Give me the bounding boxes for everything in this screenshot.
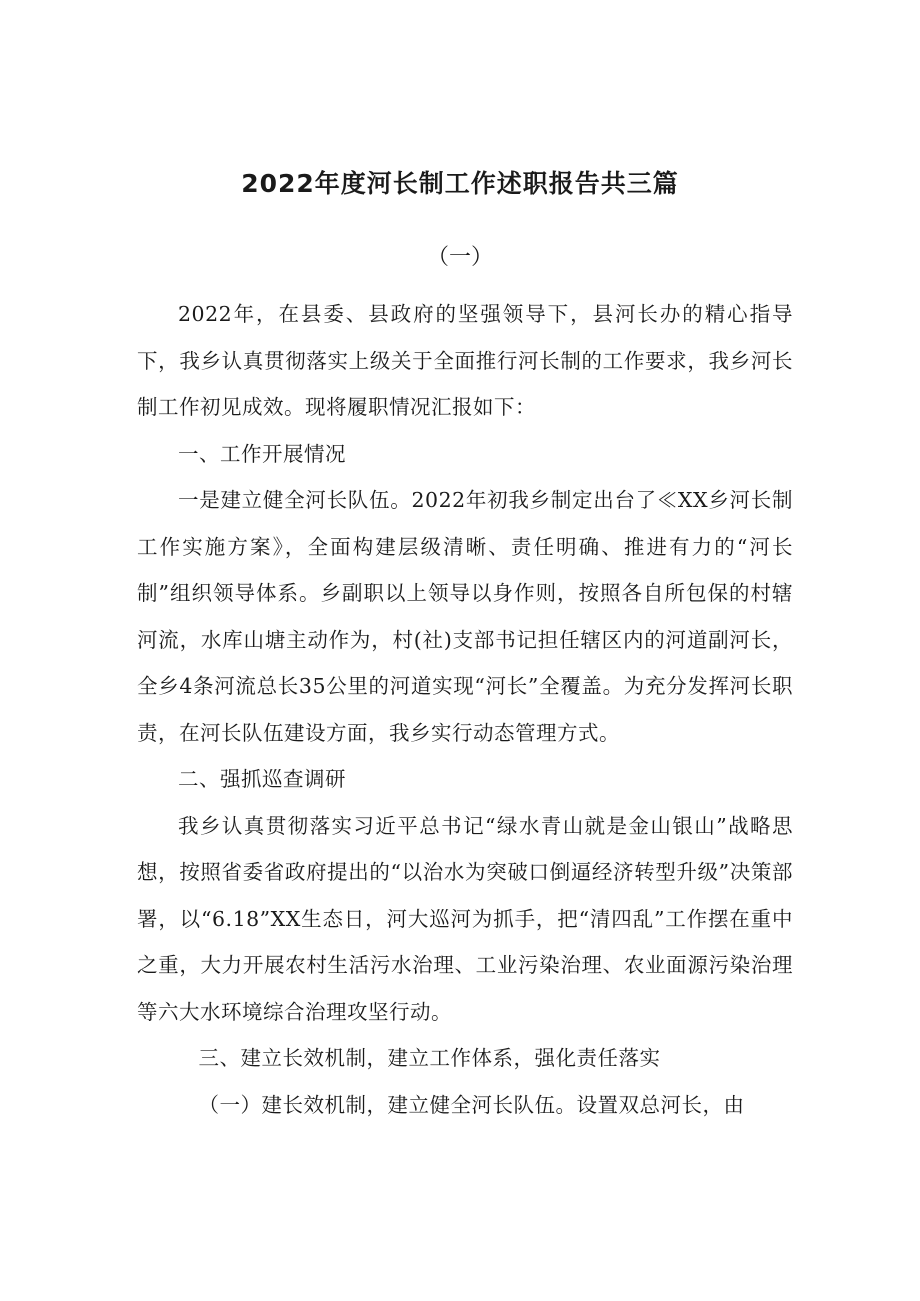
- heading-work-status: 一、工作开展情况: [178, 441, 346, 466]
- heading-long-term-mechanism: 三、建立长效机制，建立工作体系，强化责任落实: [198, 1046, 661, 1070]
- document-body: [137, 291, 793, 1128]
- heading-inspection: 二、强抓巡查调研: [178, 767, 346, 791]
- section-number: （一）: [426, 245, 493, 270]
- document-title: 2022年度河长制工作述职报告共三篇: [241, 169, 679, 198]
- paragraph-intro: 2022年，在县委、县政府的坚强领导下，县河长办的精心指导下，我乡认真贯彻落实上级关于全面推行河长制的工作要求，我乡河长制工作初见成效。现将履职情况汇报如下：: [137, 302, 793, 419]
- paragraph-inspection: 我乡认真贯彻落实习近平总书记“绿水青山就是金山银山”战略思想，按照省委省政府提出的“以治水为突破口倒逼经济转型升级”决策部署，以“6.18”XX生态日，河大巡河为抓手，把“清四乱”工作摆在重中之重，大力开展农村生活污水治理、工业污染治理、农业面源污染治理等六大水环境综合治理攻坚行动。: [137, 813, 793, 1024]
- paragraph-river-chief-team: 一是建立健全河长队伍。2022年初我乡制定出台了≪XX乡河长制工作实施方案》，全面构建层级清晰、责任明确、推进有力的“河长制”组织领导体系。乡副职以上领导以身作则，按照各自所包保的村辖河流，水库山塘主动作为，村(社)支部书记担任辖区内的河道副河长，全乡4条河流总长35公里的河道实现“河长”全覆盖。为充分发挥河长职责，在河长队伍建设方面，我乡实行动态管理方式。: [137, 488, 793, 745]
- paragraph-mechanism-start: （一）建长效机制，建立健全河长队伍。设置双总河长，由: [198, 1092, 745, 1117]
